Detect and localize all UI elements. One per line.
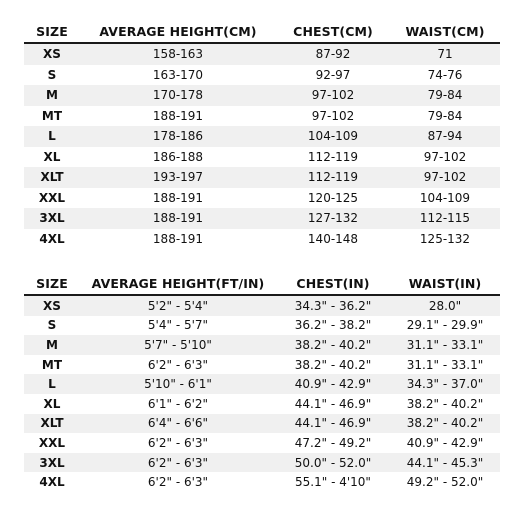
waist-cell: 97-102 — [390, 167, 500, 188]
waist-cell: 112-115 — [390, 208, 500, 229]
size-cell: M — [24, 85, 80, 106]
column-header-size: SIZE — [24, 272, 80, 295]
size-cell: S — [24, 316, 80, 336]
height-cell: 163-170 — [80, 65, 276, 86]
chest-cell: 55.1" - 4'10" — [276, 472, 390, 492]
table-row — [24, 43, 500, 65]
table-row — [24, 85, 500, 106]
table-row — [24, 106, 500, 127]
size-cell: XXL — [24, 433, 80, 453]
height-cell: 5'2" - 5'4" — [80, 295, 276, 316]
height-cell: 5'10" - 6'1" — [80, 374, 276, 394]
height-cell: 170-178 — [80, 85, 276, 106]
size-cell: XXL — [24, 188, 80, 209]
waist-cell: 38.2" - 40.2" — [390, 414, 500, 434]
height-cell: 193-197 — [80, 167, 276, 188]
table-body — [24, 295, 500, 492]
table-row — [24, 188, 500, 209]
chest-cell: 127-132 — [276, 208, 390, 229]
chest-cell: 87-92 — [276, 43, 390, 65]
size-chart-cm-table — [24, 20, 500, 249]
chest-cell: 97-102 — [276, 106, 390, 127]
waist-cell: 31.1" - 33.1" — [390, 355, 500, 375]
table-header-row — [24, 20, 500, 43]
chest-cell: 38.2" - 40.2" — [276, 335, 390, 355]
height-cell: 5'4" - 5'7" — [80, 316, 276, 336]
waist-cell: 125-132 — [390, 229, 500, 250]
waist-cell: 87-94 — [390, 126, 500, 147]
waist-cell: 104-109 — [390, 188, 500, 209]
size-cell: 4XL — [24, 229, 80, 250]
size-cell: XL — [24, 394, 80, 414]
waist-cell: 34.3" - 37.0" — [390, 374, 500, 394]
size-cell: L — [24, 126, 80, 147]
chest-cell: 50.0" - 52.0" — [276, 453, 390, 473]
table-row — [24, 394, 500, 414]
height-cell: 188-191 — [80, 106, 276, 127]
chest-cell: 97-102 — [276, 85, 390, 106]
table-row — [24, 355, 500, 375]
size-cell: XLT — [24, 414, 80, 434]
height-cell: 6'1" - 6'2" — [80, 394, 276, 414]
chest-cell: 120-125 — [276, 188, 390, 209]
size-cell: XS — [24, 43, 80, 65]
size-cell: XLT — [24, 167, 80, 188]
column-header-size: SIZE — [24, 20, 80, 43]
column-header-waist: WAIST(IN) — [390, 272, 500, 295]
waist-cell: 49.2" - 52.0" — [390, 472, 500, 492]
column-header-chest: CHEST(IN) — [276, 272, 390, 295]
chest-cell: 40.9" - 42.9" — [276, 374, 390, 394]
table-row — [24, 229, 500, 250]
waist-cell: 29.1" - 29.9" — [390, 316, 500, 336]
column-header-average-height: AVERAGE HEIGHT(FT/IN) — [80, 272, 276, 295]
size-cell: L — [24, 374, 80, 394]
column-header-average-height: AVERAGE HEIGHT(CM) — [80, 20, 276, 43]
size-cell: M — [24, 335, 80, 355]
table-row — [24, 295, 500, 316]
waist-cell: 97-102 — [390, 147, 500, 168]
waist-cell: 44.1" - 45.3" — [390, 453, 500, 473]
size-cell: 4XL — [24, 472, 80, 492]
size-cell: 3XL — [24, 453, 80, 473]
size-cell: XL — [24, 147, 80, 168]
waist-cell: 28.0" — [390, 295, 500, 316]
height-cell: 6'2" - 6'3" — [80, 472, 276, 492]
column-header-waist: WAIST(CM) — [390, 20, 500, 43]
chest-cell: 92-97 — [276, 65, 390, 86]
height-cell: 178-186 — [80, 126, 276, 147]
chest-cell: 44.1" - 46.9" — [276, 394, 390, 414]
table-row — [24, 126, 500, 147]
table-row — [24, 65, 500, 86]
size-chart-inches-table — [24, 272, 500, 492]
table-row — [24, 147, 500, 168]
chest-cell: 112-119 — [276, 147, 390, 168]
table-header-row — [24, 272, 500, 295]
table-row — [24, 414, 500, 434]
chest-cell: 47.2" - 49.2" — [276, 433, 390, 453]
height-cell: 6'2" - 6'3" — [80, 355, 276, 375]
height-cell: 188-191 — [80, 208, 276, 229]
chest-cell: 36.2" - 38.2" — [276, 316, 390, 336]
size-cell: S — [24, 65, 80, 86]
table-row — [24, 472, 500, 492]
table-row — [24, 453, 500, 473]
table-body — [24, 43, 500, 249]
waist-cell: 31.1" - 33.1" — [390, 335, 500, 355]
height-cell: 188-191 — [80, 188, 276, 209]
chest-cell: 140-148 — [276, 229, 390, 250]
table-row — [24, 208, 500, 229]
chest-cell: 34.3" - 36.2" — [276, 295, 390, 316]
chest-cell: 112-119 — [276, 167, 390, 188]
table-row — [24, 316, 500, 336]
height-cell: 158-163 — [80, 43, 276, 65]
waist-cell: 40.9" - 42.9" — [390, 433, 500, 453]
size-cell: 3XL — [24, 208, 80, 229]
height-cell: 6'4" - 6'6" — [80, 414, 276, 434]
waist-cell: 79-84 — [390, 85, 500, 106]
height-cell: 188-191 — [80, 229, 276, 250]
height-cell: 6'2" - 6'3" — [80, 453, 276, 473]
table-row — [24, 335, 500, 355]
column-header-chest: CHEST(CM) — [276, 20, 390, 43]
table-row — [24, 433, 500, 453]
height-cell: 6'2" - 6'3" — [80, 433, 276, 453]
waist-cell: 74-76 — [390, 65, 500, 86]
waist-cell: 38.2" - 40.2" — [390, 394, 500, 414]
size-cell: MT — [24, 355, 80, 375]
table-row — [24, 167, 500, 188]
chest-cell: 104-109 — [276, 126, 390, 147]
chest-cell: 44.1" - 46.9" — [276, 414, 390, 434]
table-row — [24, 374, 500, 394]
waist-cell: 79-84 — [390, 106, 500, 127]
height-cell: 5'7" - 5'10" — [80, 335, 276, 355]
chest-cell: 38.2" - 40.2" — [276, 355, 390, 375]
size-cell: XS — [24, 295, 80, 316]
waist-cell: 71 — [390, 43, 500, 65]
height-cell: 186-188 — [80, 147, 276, 168]
size-cell: MT — [24, 106, 80, 127]
